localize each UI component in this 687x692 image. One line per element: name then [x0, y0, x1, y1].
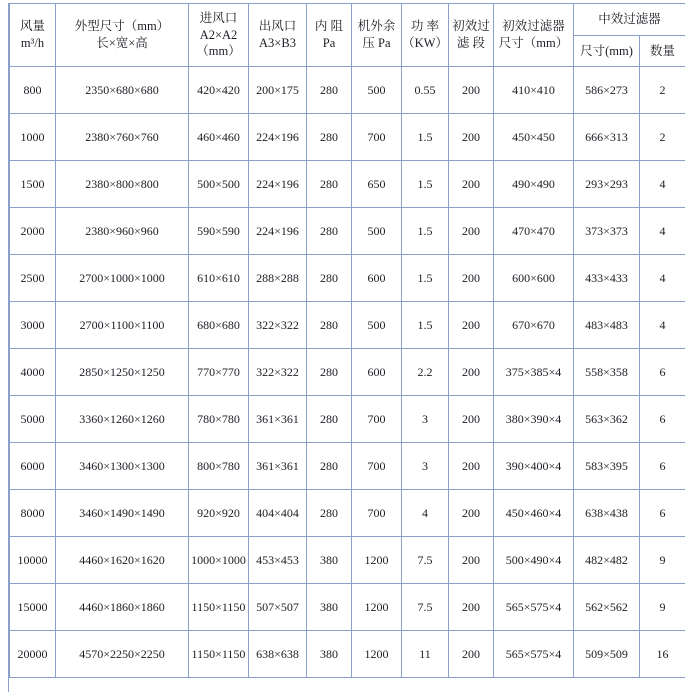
- header-ext-pressure-label: 机外余: [357, 19, 396, 34]
- table-row: [10, 631, 686, 678]
- header-power-label: 功 率: [410, 19, 440, 34]
- power-cell: 1.5: [402, 114, 449, 161]
- power-cell: 7.5: [402, 537, 449, 584]
- header-inlet: [189, 4, 249, 67]
- primary-filter-cell: 490×490: [494, 161, 574, 208]
- ext-pressure-cell: 1200: [352, 537, 402, 584]
- medium-size-cell: 638×438: [574, 490, 640, 537]
- header-outer-size-dims: 长×宽×高: [96, 36, 148, 50]
- header-primary-stage-line1: 初效过: [452, 19, 490, 34]
- resistance-cell: 380: [307, 584, 352, 631]
- inlet-cell: 780×780: [189, 396, 249, 443]
- header-primary-filter: [494, 4, 574, 67]
- medium-qty-cell: 4: [640, 255, 686, 302]
- resistance-cell: 280: [307, 349, 352, 396]
- power-cell: 1.5: [402, 255, 449, 302]
- power-cell: 1.5: [402, 208, 449, 255]
- ext-pressure-cell: 700: [352, 114, 402, 161]
- header-inlet-dims: A2×A2: [199, 27, 238, 42]
- inlet-cell: 460×460: [189, 114, 249, 161]
- outer-size-cell: 2700×1000×1000: [56, 255, 189, 302]
- header-power: [402, 4, 449, 67]
- spec-table: [9, 3, 685, 678]
- flow-cell: 1000: [10, 114, 56, 161]
- table-row: [10, 490, 686, 537]
- header-flow-unit: m³/h: [20, 36, 45, 50]
- flow-cell: 20000: [10, 631, 56, 678]
- outer-size-cell: 2850×1250×1250: [56, 349, 189, 396]
- medium-size-cell: 293×293: [574, 161, 640, 208]
- header-flow: [10, 4, 56, 67]
- table-row: [10, 67, 686, 114]
- medium-size-cell: 483×483: [574, 302, 640, 349]
- medium-size-cell: 558×358: [574, 349, 640, 396]
- primary-stage-cell: 200: [449, 161, 494, 208]
- medium-qty-cell: 4: [640, 302, 686, 349]
- medium-qty-cell: 9: [640, 584, 686, 631]
- header-medium-qty: 数量: [640, 36, 686, 67]
- outer-size-cell: 2380×760×760: [56, 114, 189, 161]
- power-cell: 0.55: [402, 67, 449, 114]
- resistance-cell: 280: [307, 443, 352, 490]
- header-primary-stage-line2: 滤 段: [456, 36, 486, 50]
- header-inlet-unit: （mm）: [196, 44, 241, 59]
- primary-stage-cell: 200: [449, 208, 494, 255]
- primary-filter-cell: 450×450: [494, 114, 574, 161]
- header-primary-filter-unit: 尺寸（mm）: [498, 36, 569, 50]
- resistance-cell: 380: [307, 631, 352, 678]
- primary-stage-cell: 200: [449, 631, 494, 678]
- ext-pressure-cell: 1200: [352, 584, 402, 631]
- flow-cell: 2000: [10, 208, 56, 255]
- power-cell: 4: [402, 490, 449, 537]
- outlet-cell: 322×322: [249, 349, 307, 396]
- inlet-cell: 590×590: [189, 208, 249, 255]
- header-outlet: [249, 4, 307, 67]
- header-outer-size-label: 外型尺寸（mm）: [74, 19, 170, 34]
- inlet-cell: 500×500: [189, 161, 249, 208]
- outlet-cell: 453×453: [249, 537, 307, 584]
- ext-pressure-cell: 1200: [352, 631, 402, 678]
- flow-cell: 2500: [10, 255, 56, 302]
- inlet-cell: 1150×1150: [189, 631, 249, 678]
- power-cell: 11: [402, 631, 449, 678]
- primary-filter-cell: 470×470: [494, 208, 574, 255]
- resistance-cell: 280: [307, 114, 352, 161]
- header-primary-filter-label: 初效过滤器: [502, 19, 565, 34]
- resistance-cell: 280: [307, 67, 352, 114]
- ext-pressure-cell: 700: [352, 443, 402, 490]
- inlet-cell: 1000×1000: [189, 537, 249, 584]
- outlet-cell: 361×361: [249, 443, 307, 490]
- ext-pressure-cell: 500: [352, 208, 402, 255]
- inlet-cell: 610×610: [189, 255, 249, 302]
- outer-size-cell: 4460×1620×1620: [56, 537, 189, 584]
- outlet-cell: 288×288: [249, 255, 307, 302]
- power-cell: 7.5: [402, 584, 449, 631]
- resistance-cell: 280: [307, 396, 352, 443]
- outlet-cell: 224×196: [249, 161, 307, 208]
- table-row: [10, 584, 686, 631]
- medium-qty-cell: 6: [640, 490, 686, 537]
- table-header: [10, 4, 686, 67]
- ext-pressure-cell: 500: [352, 302, 402, 349]
- medium-size-cell: 509×509: [574, 631, 640, 678]
- ext-pressure-cell: 650: [352, 161, 402, 208]
- ext-pressure-cell: 700: [352, 396, 402, 443]
- primary-stage-cell: 200: [449, 67, 494, 114]
- outer-size-cell: 2380×960×960: [56, 208, 189, 255]
- outlet-cell: 322×322: [249, 302, 307, 349]
- spec-table-frame: [8, 3, 685, 692]
- flow-cell: 1500: [10, 161, 56, 208]
- resistance-cell: 380: [307, 537, 352, 584]
- medium-qty-cell: 9: [640, 537, 686, 584]
- inlet-cell: 920×920: [189, 490, 249, 537]
- primary-stage-cell: 200: [449, 443, 494, 490]
- primary-filter-cell: 375×385×4: [494, 349, 574, 396]
- primary-stage-cell: 200: [449, 302, 494, 349]
- ext-pressure-cell: 600: [352, 255, 402, 302]
- header-resistance: [307, 4, 352, 67]
- medium-size-cell: 433×433: [574, 255, 640, 302]
- medium-qty-cell: 4: [640, 161, 686, 208]
- outer-size-cell: 4460×1860×1860: [56, 584, 189, 631]
- outer-size-cell: 2380×800×800: [56, 161, 189, 208]
- inlet-cell: 420×420: [189, 67, 249, 114]
- table-row: [10, 443, 686, 490]
- primary-filter-cell: 410×410: [494, 67, 574, 114]
- table-row: [10, 302, 686, 349]
- power-cell: 2.2: [402, 349, 449, 396]
- resistance-cell: 280: [307, 490, 352, 537]
- primary-filter-cell: 600×600: [494, 255, 574, 302]
- outlet-cell: 224×196: [249, 208, 307, 255]
- resistance-cell: 280: [307, 302, 352, 349]
- header-outlet-dims: A3×B3: [259, 36, 296, 50]
- header-primary-stage: [449, 4, 494, 67]
- medium-size-cell: 482×482: [574, 537, 640, 584]
- resistance-cell: 280: [307, 255, 352, 302]
- primary-filter-cell: 670×670: [494, 302, 574, 349]
- medium-size-cell: 373×373: [574, 208, 640, 255]
- table-row: [10, 114, 686, 161]
- outlet-cell: 638×638: [249, 631, 307, 678]
- medium-qty-cell: 6: [640, 349, 686, 396]
- header-flow-label: 风量: [19, 19, 45, 34]
- outer-size-cell: 2350×680×680: [56, 67, 189, 114]
- medium-qty-cell: 6: [640, 443, 686, 490]
- medium-size-cell: 586×273: [574, 67, 640, 114]
- power-cell: 1.5: [402, 302, 449, 349]
- table-row: [10, 396, 686, 443]
- inlet-cell: 770×770: [189, 349, 249, 396]
- header-outer-size: [56, 4, 189, 67]
- primary-filter-cell: 390×400×4: [494, 443, 574, 490]
- medium-size-cell: 563×362: [574, 396, 640, 443]
- primary-stage-cell: 200: [449, 537, 494, 584]
- medium-qty-cell: 2: [640, 67, 686, 114]
- outlet-cell: 224×196: [249, 114, 307, 161]
- table-row: [10, 161, 686, 208]
- header-medium-size: 尺寸(mm): [574, 36, 640, 67]
- outlet-cell: 404×404: [249, 490, 307, 537]
- inlet-cell: 1150×1150: [189, 584, 249, 631]
- header-ext-pressure: [352, 4, 402, 67]
- outer-size-cell: 3360×1260×1260: [56, 396, 189, 443]
- outer-size-cell: 2700×1100×1100: [56, 302, 189, 349]
- power-cell: 3: [402, 396, 449, 443]
- table-body: [10, 67, 686, 678]
- table-row: [10, 255, 686, 302]
- primary-stage-cell: 200: [449, 114, 494, 161]
- header-power-unit: （KW）: [402, 36, 448, 50]
- header-outlet-label: 出风口: [258, 19, 297, 34]
- header-ext-pressure-unit: 压 Pa: [362, 36, 391, 50]
- medium-size-cell: 666×313: [574, 114, 640, 161]
- table-row: [10, 537, 686, 584]
- medium-qty-cell: 2: [640, 114, 686, 161]
- medium-qty-cell: 4: [640, 208, 686, 255]
- flow-cell: 5000: [10, 396, 56, 443]
- header-resistance-unit: Pa: [322, 36, 336, 50]
- flow-cell: 3000: [10, 302, 56, 349]
- primary-stage-cell: 200: [449, 584, 494, 631]
- outer-size-cell: 4570×2250×2250: [56, 631, 189, 678]
- outlet-cell: 507×507: [249, 584, 307, 631]
- resistance-cell: 280: [307, 208, 352, 255]
- medium-size-cell: 583×395: [574, 443, 640, 490]
- inlet-cell: 680×680: [189, 302, 249, 349]
- ext-pressure-cell: 600: [352, 349, 402, 396]
- primary-filter-cell: 450×460×4: [494, 490, 574, 537]
- medium-size-cell: 562×562: [574, 584, 640, 631]
- ext-pressure-cell: 700: [352, 490, 402, 537]
- flow-cell: 800: [10, 67, 56, 114]
- primary-stage-cell: 200: [449, 490, 494, 537]
- flow-cell: 10000: [10, 537, 56, 584]
- outer-size-cell: 3460×1300×1300: [56, 443, 189, 490]
- header-inlet-label: 进风口: [199, 10, 238, 25]
- outlet-cell: 361×361: [249, 396, 307, 443]
- inlet-cell: 800×780: [189, 443, 249, 490]
- table-row: [10, 208, 686, 255]
- power-cell: 1.5: [402, 161, 449, 208]
- flow-cell: 15000: [10, 584, 56, 631]
- ext-pressure-cell: 500: [352, 67, 402, 114]
- primary-filter-cell: 565×575×4: [494, 631, 574, 678]
- flow-cell: 6000: [10, 443, 56, 490]
- outer-size-cell: 3460×1490×1490: [56, 490, 189, 537]
- medium-qty-cell: 16: [640, 631, 686, 678]
- primary-stage-cell: 200: [449, 396, 494, 443]
- medium-qty-cell: 6: [640, 396, 686, 443]
- flow-cell: 8000: [10, 490, 56, 537]
- header-medium-filter: 中效过滤器: [574, 4, 686, 36]
- primary-stage-cell: 200: [449, 349, 494, 396]
- primary-filter-cell: 500×490×4: [494, 537, 574, 584]
- table-row: [10, 349, 686, 396]
- primary-filter-cell: 565×575×4: [494, 584, 574, 631]
- primary-filter-cell: 380×390×4: [494, 396, 574, 443]
- power-cell: 3: [402, 443, 449, 490]
- flow-cell: 4000: [10, 349, 56, 396]
- outlet-cell: 200×175: [249, 67, 307, 114]
- resistance-cell: 280: [307, 161, 352, 208]
- primary-stage-cell: 200: [449, 255, 494, 302]
- header-resistance-label: 内 阻: [314, 19, 344, 34]
